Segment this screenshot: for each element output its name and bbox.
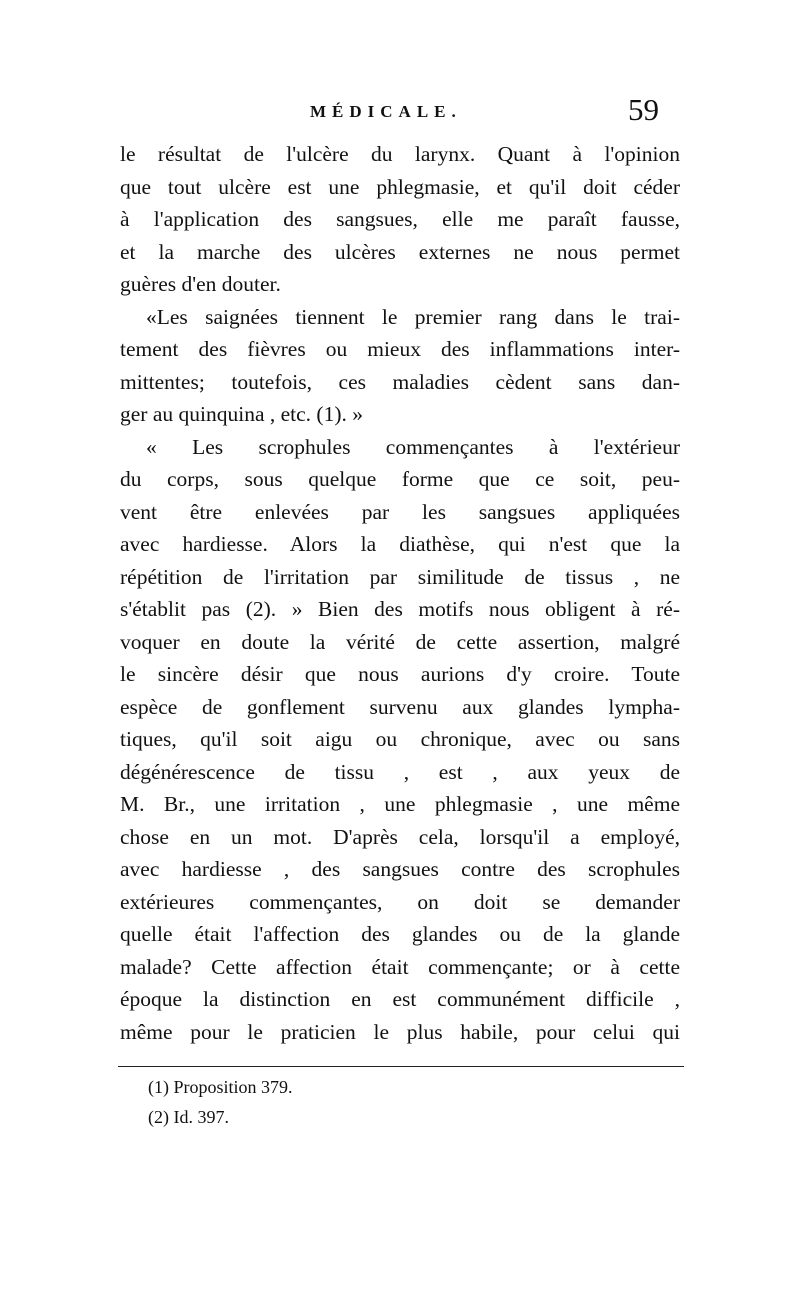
text-line: mittentes; toutefois, ces maladies cèdent sans dan- [120,369,680,394]
footnote-rule [118,1066,684,1067]
text-line: quelle était l'affection des glandes ou de la glande [120,922,680,946]
text-line: extérieures commençantes, on doit se demander [120,889,680,914]
running-title: MÉDICALE. [310,102,462,121]
text-line: époque la distinction en est communément difficile , [120,987,680,1011]
text-line: « Les scrophules commençantes à l'extérieur [146,434,680,459]
text-line: même pour le praticien le plus habile, pour celui qui [120,1019,680,1044]
text-line: le sincère désir que nous aurions d'y croire. Toute [120,662,680,686]
footnote-2: (2) Id. 397. [148,1107,229,1127]
text-line: et la marche des ulcères externes ne nous permet [120,239,680,264]
text-line: ger au quinquina , etc. (1). » [120,402,363,426]
text-line: tiques, qu'il soit aigu ou chronique, avec ou sans [120,727,680,751]
text-line: chose en un mot. D'après cela, lorsqu'il a employé, [120,824,680,849]
text-line: «Les saignées tiennent le premier rang dans le trai- [146,304,680,329]
text-line: avec hardiesse , des sangsues contre des scrophules [120,857,680,881]
body-text [120,138,680,1048]
text-line: voquer en doute la vérité de cette assertion, malgré [120,629,680,654]
text-line: vent être enlevées par les sangsues appliquées [120,499,680,524]
running-head [0,92,800,132]
text-line: le résultat de l'ulcère du larynx. Quant à l'opinion [120,142,680,166]
text-line: M. Br., une irritation , une phlegmasie , une même [120,792,680,816]
text-line: répétition de l'irritation par similitude de tissus , ne [120,564,680,589]
text-line: guères d'en douter. [120,272,281,296]
text-line: s'établit pas (2). » Bien des motifs nous obligent à ré- [120,597,680,621]
text-line: que tout ulcère est une phlegmasie, et qu'il doit céder [120,174,680,199]
footnotes [148,1072,648,1132]
text-line: à l'application des sangsues, elle me paraît fausse, [120,207,680,231]
text-line: tement des fièvres ou mieux des inflammations inter- [120,337,680,361]
footnote-1: (1) Proposition 379. [148,1077,293,1097]
text-line: du corps, sous quelque forme que ce soit, peu- [120,467,680,491]
text-line: avec hardiesse. Alors la diathèse, qui n'est que la [120,532,680,556]
page-number: 59 [628,92,659,127]
text-line: dégénérescence de tissu , est , aux yeux de [120,759,680,784]
text-line: espèce de gonflement survenu aux glandes lympha- [120,694,680,719]
text-line: malade? Cette affection était commençante; or à cette [120,954,680,979]
